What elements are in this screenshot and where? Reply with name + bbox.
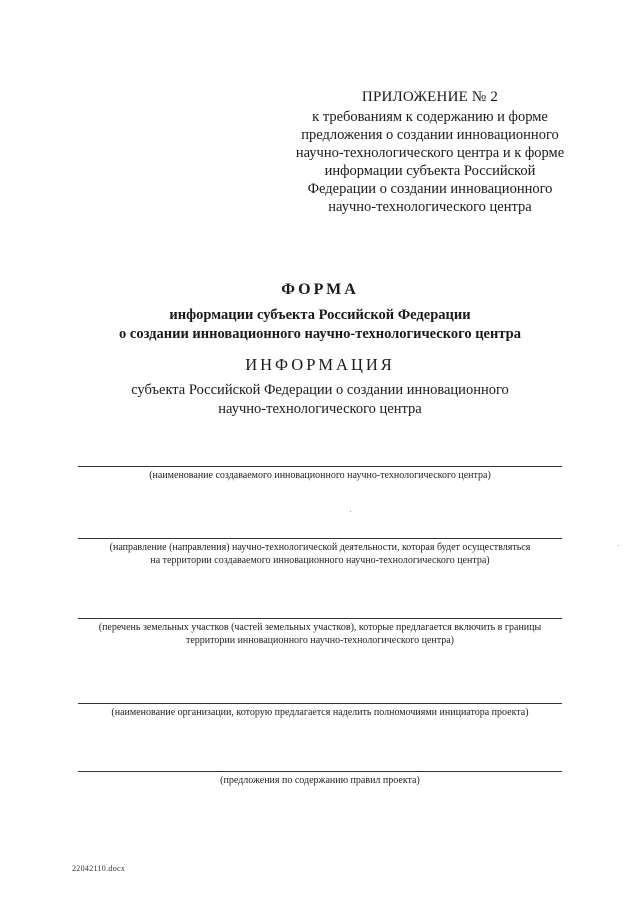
fill-in-line[interactable] [78,466,562,467]
field-center-name [78,466,562,482]
fill-in-line[interactable] [78,538,562,539]
appendix-title: ПРИЛОЖЕНИЕ № 2 [361,89,499,105]
scan-speck [618,545,619,546]
field-caption: на территории создаваемого инновационного научно-технологического центра) [150,555,490,566]
field-caption: территории инновационного научно-технологического центра) [185,635,455,646]
field-caption: (направление (направления) научно-технологической деятельности, которая будет осуществляться [109,542,531,553]
appendix-line: к требованиям к содержанию и форме [312,109,548,125]
info-subtitle [0,381,640,419]
form-subtitle [0,306,640,344]
appendix-line: предложения о создании инновационного [301,127,559,143]
info-title: ИНФОРМАЦИЯ [245,355,395,374]
field-land-plots [78,618,562,647]
form-title: ФОРМА [281,281,359,298]
appendix-header [265,88,595,216]
field-project-rules [78,771,562,787]
field-activity-direction [78,538,562,567]
field-caption: (наименование организации, которую предлагается наделить полномочиями инициатора проекта) [111,707,529,718]
field-caption: (наименование создаваемого инновационного научно-технологического центра) [149,470,491,481]
appendix-line: информации субъекта Российской [324,163,536,179]
footer-filename: 22042110.docx [72,864,126,873]
info-subtitle-line: научно-технологического центра [218,401,422,417]
info-subtitle-line: субъекта Российской Федерации о создании инновационного [131,382,509,398]
field-initiator-organization [78,703,562,719]
field-caption: (перечень земельных участков (частей земельных участков), которые предлагается включить в границы [98,622,542,633]
form-subtitle-line: о создании инновационного научно-технологического центра [119,326,521,342]
appendix-line: научно-технологического центра [328,199,532,215]
fill-in-line[interactable] [78,771,562,772]
scan-speck [350,511,351,512]
field-caption: (предложения по содержанию правил проекта) [220,775,420,786]
appendix-line: Федерации о создании инновационного [307,181,553,197]
fill-in-line[interactable] [78,703,562,704]
form-subtitle-line: информации субъекта Российской Федерации [169,307,471,323]
fill-in-line[interactable] [78,618,562,619]
appendix-line: научно-технологического центра и к форме [295,145,565,161]
